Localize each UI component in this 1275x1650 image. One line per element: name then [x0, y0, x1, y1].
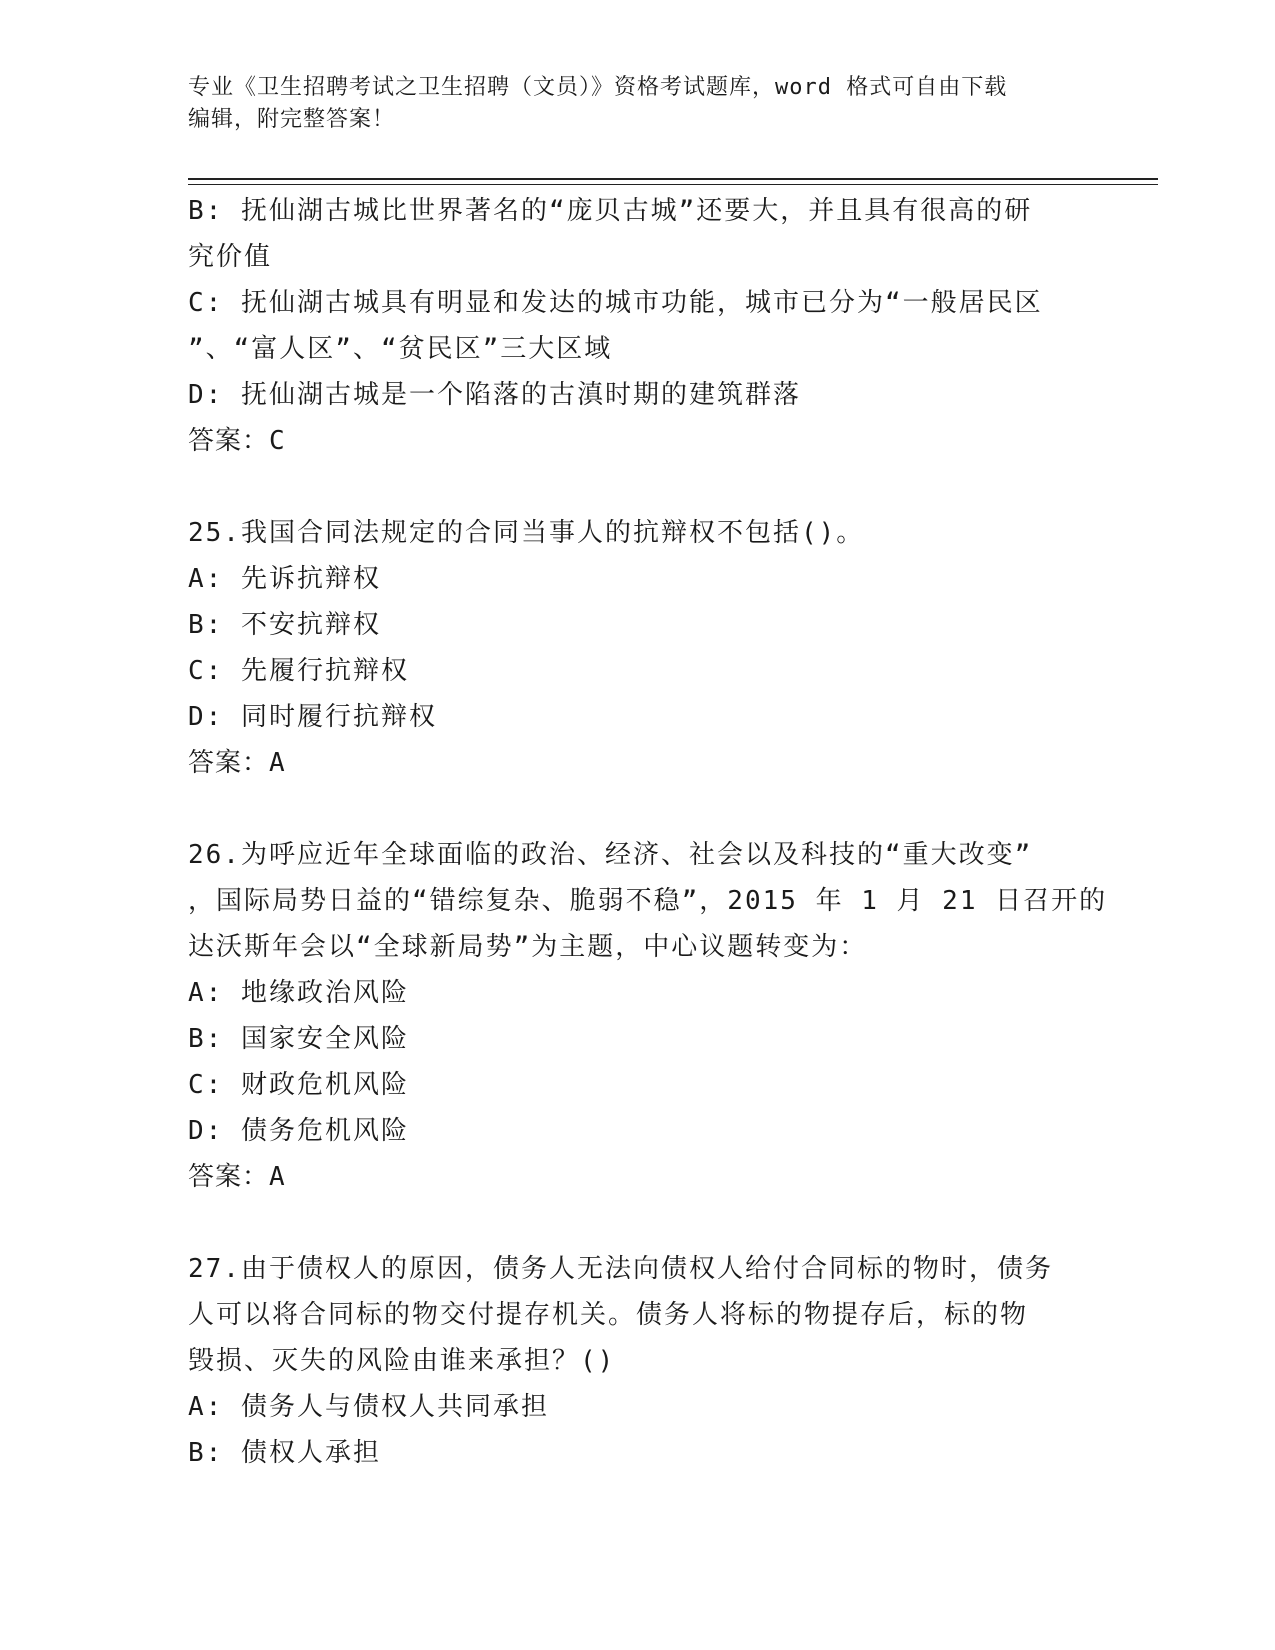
answer-line [188, 740, 1088, 786]
spacer [188, 786, 1088, 832]
answer-line [188, 1154, 1088, 1200]
option-d: D: 债务危机风险 [188, 1116, 409, 1146]
answer-label: 答案： [188, 1162, 270, 1192]
option-b-line-2: 究价值 [188, 242, 273, 272]
answer-value: C [269, 426, 286, 456]
answer-value: A [269, 748, 286, 778]
option-b: B: 国家安全风险 [188, 1024, 409, 1054]
question-stem: 25.我国合同法规定的合同当事人的抗辩权不包括()。 [188, 518, 865, 548]
question-stem-line-1: 26.为呼应近年全球面临的政治、经济、社会以及科技的“重大改变” [188, 840, 1033, 870]
option-c: C: 先履行抗辩权 [188, 656, 409, 686]
option-c-line-2: ”、“富人区”、“贫民区”三大区域 [188, 334, 613, 364]
question-26 [188, 832, 1108, 1200]
answer-label: 答案： [188, 748, 270, 778]
option-b: B: 债权人承担 [188, 1438, 381, 1468]
header-divider-thick [188, 178, 1158, 180]
answer-label: 答案： [188, 426, 270, 456]
option-d: D: 抚仙湖古城是一个陷落的古滇时期的建筑群落 [188, 380, 801, 410]
question-stem-line-2: 人可以将合同标的物交付提存机关。债务人将标的物提存后，标的物 [188, 1300, 1029, 1330]
option-c-line-1: C: 抚仙湖古城具有明显和发达的城市功能，城市已分为“一般居民区 [188, 288, 1043, 318]
question-stem-line-1: 27.由于债权人的原因，债务人无法向债权人给付合同标的物时，债务 [188, 1254, 1053, 1284]
question-24 [188, 188, 1088, 464]
option-a: A: 地缘政治风险 [188, 978, 409, 1008]
answer-value: A [269, 1162, 286, 1192]
spacer [188, 464, 1088, 510]
question-27 [188, 1246, 1088, 1476]
option-a: A: 先诉抗辩权 [188, 564, 381, 594]
option-a: A: 债务人与债权人共同承担 [188, 1392, 549, 1422]
header-divider-thin [188, 184, 1158, 185]
header-line-1: 专业《卫生招聘考试之卫生招聘（文员）》资格考试题库，word 格式可自由下载 [188, 75, 1008, 100]
option-d: D: 同时履行抗辩权 [188, 702, 437, 732]
document-header [188, 72, 1088, 136]
question-stem-line-2: ，国际局势日益的“错综复杂、脆弱不稳”，2015 年 1 月 21 日召开的 [188, 886, 1108, 916]
question-stem-line-3: 达沃斯年会以“全球新局势”为主题，中心议题转变为： [188, 932, 868, 962]
question-25 [188, 510, 1088, 786]
option-c: C: 财政危机风险 [188, 1070, 409, 1100]
answer-line [188, 418, 1088, 464]
spacer [188, 1200, 1088, 1246]
header-line-2: 编辑，附完整答案！ [188, 107, 396, 132]
question-stem-line-3: 毁损、灭失的风险由谁来承担？() [188, 1346, 616, 1376]
option-b-line-1: B: 抚仙湖古城比世界著名的“庞贝古城”还要大，并且具有很高的研 [188, 196, 1033, 226]
option-b: B: 不安抗辩权 [188, 610, 381, 640]
question-content [188, 188, 1108, 1476]
